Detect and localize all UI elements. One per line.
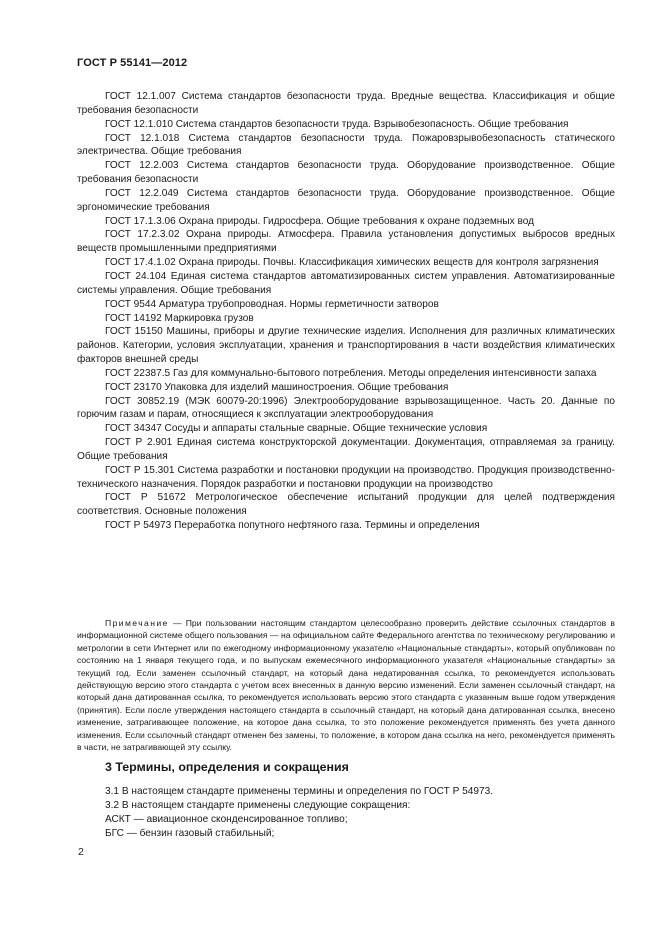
reference-item: ГОСТ 17.4.1.02 Охрана природы. Почвы. Классификация химических веществ для контроля загрязнения [105, 257, 599, 269]
reference-item: ГОСТ 15150 Машины, приборы и другие технические изделия. Исполнения для различных климатических районов. Категории, условия эксплуатации, хранения и транспортирования в части воздействия климатических факторов внешней среды [77, 326, 615, 366]
document-id-header: ГОСТ Р 55141—2012 [77, 57, 188, 69]
reference-item: ГОСТ Р 2.901 Единая система конструкторской документации. Документация, отправляемая за границу. Общие требования [77, 437, 615, 462]
reference-item: ГОСТ 22387.5 Газ для коммунально-бытового потребления. Методы определения интенсивности запаха [105, 367, 597, 379]
reference-item: ГОСТ 34347 Сосуды и аппараты стальные сварные. Общие технические условия [105, 423, 488, 435]
reference-item: ГОСТ Р 51672 Метрологическое обеспечение испытаний продукции для целей подтверждения соответствия. Основные положения [77, 492, 615, 518]
reference-item: ГОСТ 24.104 Единая система стандартов автоматизированных систем управления. Автоматизированные системы управления. Общие требования [77, 270, 615, 296]
abbreviation-item: АСКТ — авиационное сконденсированное топливо; [105, 813, 348, 825]
reference-item: ГОСТ Р 15.301 Система разработки и постановки продукции на производство. Продукция производственно-технического назначения. Порядок разработки и постановки продукции на производство [77, 464, 615, 490]
references-note [77, 617, 615, 753]
reference-item: ГОСТ 30852.19 (МЭК 60079-20:1996) Электрооборудование взрывозащищенное. Часть 20. Данные по горючим газам и парам, относящиеся к эксплуатации электрооборудования [77, 395, 615, 421]
reference-item: ГОСТ 12.1.018 Система стандартов безопасности труда. Пожаровзрывобезопасность статического электричества. Общие требования [77, 132, 615, 158]
reference-item: ГОСТ 17.2.3.02 Охрана природы. Атмосфера. Правила установления допустимых выбросов вредных веществ промышленными предприятиями [77, 229, 615, 255]
normative-references-list [77, 90, 615, 533]
paragraph: 3.2 В настоящем стандарте применены следующие сокращения: [105, 799, 411, 811]
reference-item: ГОСТ 12.1.007 Система стандартов безопасности труда. Вредные вещества. Классификация и общие требования безопасности [77, 91, 615, 116]
reference-item: ГОСТ 17.1.3.06 Охрана природы. Гидросфера. Общие требования к охране подземных вод [105, 215, 534, 227]
reference-item: ГОСТ Р 54973 Переработка попутного нефтяного газа. Термины и определения [105, 520, 480, 532]
paragraph: 3.1 В настоящем стандарте применены термины и определения по ГОСТ Р 54973. [105, 786, 494, 797]
abbreviation-item: БГС — бензин газовый стабильный; [105, 827, 275, 839]
section-body [77, 785, 615, 841]
section-title: 3 Термины, определения и сокращения [105, 760, 349, 774]
reference-item: ГОСТ 12.1.010 Система стандартов безопасности труда. Взрывобезопасность. Общие требования [105, 118, 569, 130]
note-text: — При пользовании настоящим стандартом целесообразно проверить действие ссылочных стандартов в информационной системе общего пользования — на официальном сайте Федерального агентства по техническому регулированию и метрологии в сети Интернет или по ежегодному информационному указателю «Национальные стандарты», который опубликован по состоянию на 1 января текущего года, и по выпускам ежемесячного информационного указателя «Национальные стандарты» за текущий год. Если заменен ссылочный стандарт, на который дана недатированная ссылка, то рекомендуется использовать действующую версию этого стандарта с учетом всех внесенных в данную версию изменений. Если заменен ссылочный стандарт, на который дана датированная ссылка, то рекомендуется использовать версию этого стандарта с указанным выше годом утверждения (принятия). Если после утверждения настоящего стандарта в ссылочный стандарт, на который дана датированная ссылка, внесено изменение, затрагивающее положение, на которое дана ссылка, то это положение рекомендуется применять без учета данного изменения. Если ссылочный стандарт отменен без замены, то положение, в котором дана ссылка на него, рекомендуется применять в части, не затрагивающей эту ссылку. [77, 618, 615, 753]
reference-item: ГОСТ 23170 Упаковка для изделий машиностроения. Общие требования [105, 381, 449, 393]
reference-item: ГОСТ 12.2.049 Система стандартов безопасности труда. Оборудование производственное. Общие эргономические требования [77, 187, 615, 213]
reference-item: ГОСТ 12.2.003 Система стандартов безопасности труда. Оборудование производственное. Общие требования безопасности [77, 160, 615, 186]
page-number: 2 [78, 846, 84, 858]
note-label: Примечание [105, 618, 169, 628]
reference-item: ГОСТ 14192 Маркировка грузов [105, 312, 254, 324]
reference-item: ГОСТ 9544 Арматура трубопроводная. Нормы герметичности затворов [105, 298, 439, 310]
